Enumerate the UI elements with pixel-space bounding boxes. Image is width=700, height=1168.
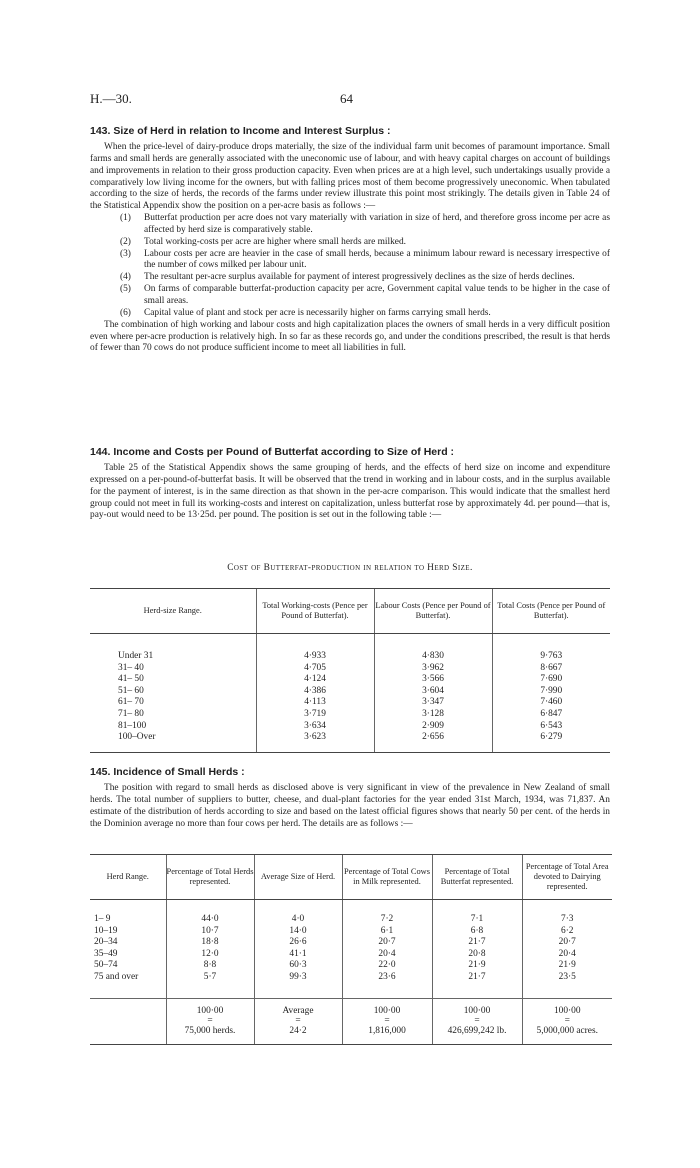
list-item: (3) Labour costs per acre are heavier in the case of small herds, because a minimum labour reward is necessary irrespective of the number of cows milked per labour unit. xyxy=(120,248,610,271)
column-header: Percentage of Total Cows in Milk represented. xyxy=(342,855,432,900)
column-header: Labour Costs (Pence per Pound of Butterfat). xyxy=(374,589,492,634)
table-row: 71– 80 3·719 3·128 6·847 xyxy=(90,709,610,721)
table-row: 41– 50 4·124 3·566 7·690 xyxy=(90,674,610,686)
table-row: 81–100 3·634 2·909 6·543 xyxy=(90,721,610,733)
herd-size-cost-table xyxy=(90,588,610,753)
table-row: 10–19 10·7 14·0 6·1 6·8 6·2 xyxy=(90,926,612,938)
section-144-title: 144. Income and Costs per Pound of Butterfat according to Size of Herd : xyxy=(90,446,455,458)
table-row: 50–74 8·8 60·3 22·0 21·9 21·9 xyxy=(90,960,612,972)
column-header: Herd Range. xyxy=(90,855,166,900)
table-row: 51– 60 4·386 3·604 7·990 xyxy=(90,686,610,698)
totals-row: 100·00 Average 100·00 100·00 100·00 xyxy=(90,998,612,1017)
report-code: H.—30. xyxy=(90,91,132,106)
section-143-list xyxy=(90,213,610,320)
column-header: Percentage of Total Herds represented. xyxy=(166,855,254,900)
list-item: (2) Total working-costs per acre are higher where small herds are milked. xyxy=(120,236,406,247)
table-row: 31– 40 4·705 3·962 8·667 xyxy=(90,663,610,675)
table-1-caption: Cost of Butterfat-production in relation to Herd Size. xyxy=(227,563,473,573)
page-header xyxy=(90,91,610,109)
list-item: (5) On farms of comparable butterfat-production capacity per acre, Government capital value tends to be higher in the case of small areas. xyxy=(120,284,610,306)
column-header: Total Working-costs (Pence per Pound of Butterfat). xyxy=(256,589,374,634)
absolutes-row: 75,000 herds. 24·2 1,816,000 426,699,242 lb. 5,000,000 acres. xyxy=(90,1026,612,1044)
section-143-title: 143. Size of Herd in relation to Income and Interest Surplus : xyxy=(90,125,391,137)
table-row: 35–49 12·0 41·1 20·4 20·8 20·4 xyxy=(90,949,612,961)
table-row: 20–34 18·8 26·6 20·7 21·7 20·7 xyxy=(90,937,612,949)
column-header: Total Costs (Pence per Pound of Butterfat). xyxy=(492,589,610,634)
table-header-row xyxy=(90,855,612,900)
column-header: Average Size of Herd. xyxy=(254,855,342,900)
section-143-body xyxy=(90,142,610,355)
section-145-body xyxy=(90,783,610,830)
section-145-title: 145. Incidence of Small Herds : xyxy=(90,766,245,778)
list-item: (4) The resultant per-acre surplus available for payment of interest progressively declines as the size of herds declines. xyxy=(120,272,575,283)
list-item: (1) Butterfat production per acre does not vary materially with variation in size of herd, and therefore gross income per acre as affected by herd size is comparatively stable. xyxy=(120,213,610,235)
column-header: Percentage of Total Butterfat represented. xyxy=(432,855,522,900)
section-144-paragraph: Table 25 of the Statistical Appendix shows the same grouping of herds, and the effects of herd size on income and expenditure expressed on a per-pound-of-butterfat basis. It will be observed that the trend in working and in labour costs, and in the surplus available for the payment of interest, is in the same direction as that shown in the per-acre comparison. This would indicate that the smallest herd group could not meet in full its working-costs and interest on capitalization, unless butterfat rose by approximately 4d. per pound—that is, pay-out would need to be 13·25d. per pound. The position is set out in the following table :— xyxy=(90,463,610,521)
column-header: Percentage of Total Area devoted to Dairying represented. xyxy=(522,855,612,900)
section-143-intro: When the price-level of dairy-produce drops materially, the size of the individual farm unit becomes of paramount importance. Small farms and small herds are generally associated with the uneconomic use of labour, and with heavy capital charges on account of buildings and improvements in relation to their gross production capacity. Even when prices are at a high level, such undertakings usually provide a comparatively low living income for the owners, but with falling prices most of them become progressively uneconomic. When tabulated according to the size of herds, the records of the farms under review illustrate this point most strikingly. The details given in Table 24 of the Statistical Appendix show the position on a per-acre basis as follows :— xyxy=(90,142,610,212)
section-144-body xyxy=(90,463,610,522)
section-143-conclusion: The combination of high working and labour costs and high capitalization places the owners of small herds in a very difficult position even where per-acre production is relatively high. In so far as these records go, and under the conditions prescribed, the result is that herds of fewer than 70 cows do not produce sufficient income to meet all liabilities in full. xyxy=(90,319,610,354)
equals-row: = = = = = xyxy=(90,1017,612,1026)
section-145-paragraph: The position with regard to small herds as disclosed above is very significant in view of the prevalence in New Zealand of small herds. The total number of suppliers to butter, cheese, and dual-plant factories for the year ended 31st March, 1934, was 71,837. An estimate of the distribution of herds according to size and based on the latest official figures shows that nearly 50 per cent. of the herds in the Dominion average no more than four cows per herd. The details are as follows :— xyxy=(90,783,610,829)
column-header: Herd-size Range. xyxy=(90,589,256,634)
list-item: (6) Capital value of plant and stock per acre is necessarily higher on farms carrying small herds. xyxy=(120,307,491,318)
table-row: 75 and over 5·7 99·3 23·6 21·7 23·5 xyxy=(90,972,612,984)
page-number: 64 xyxy=(340,91,353,106)
table-row: Under 31 4·933 4·830 9·763 xyxy=(90,651,610,663)
herd-incidence-table xyxy=(90,854,612,1045)
table-row: 61– 70 4·113 3·347 7·460 xyxy=(90,697,610,709)
table-header-row xyxy=(90,589,610,634)
table-row: 100–Over 3·623 2·656 6·279 xyxy=(90,732,610,744)
table-row: 1– 9 44·0 4·0 7·2 7·1 7·3 xyxy=(90,914,612,926)
